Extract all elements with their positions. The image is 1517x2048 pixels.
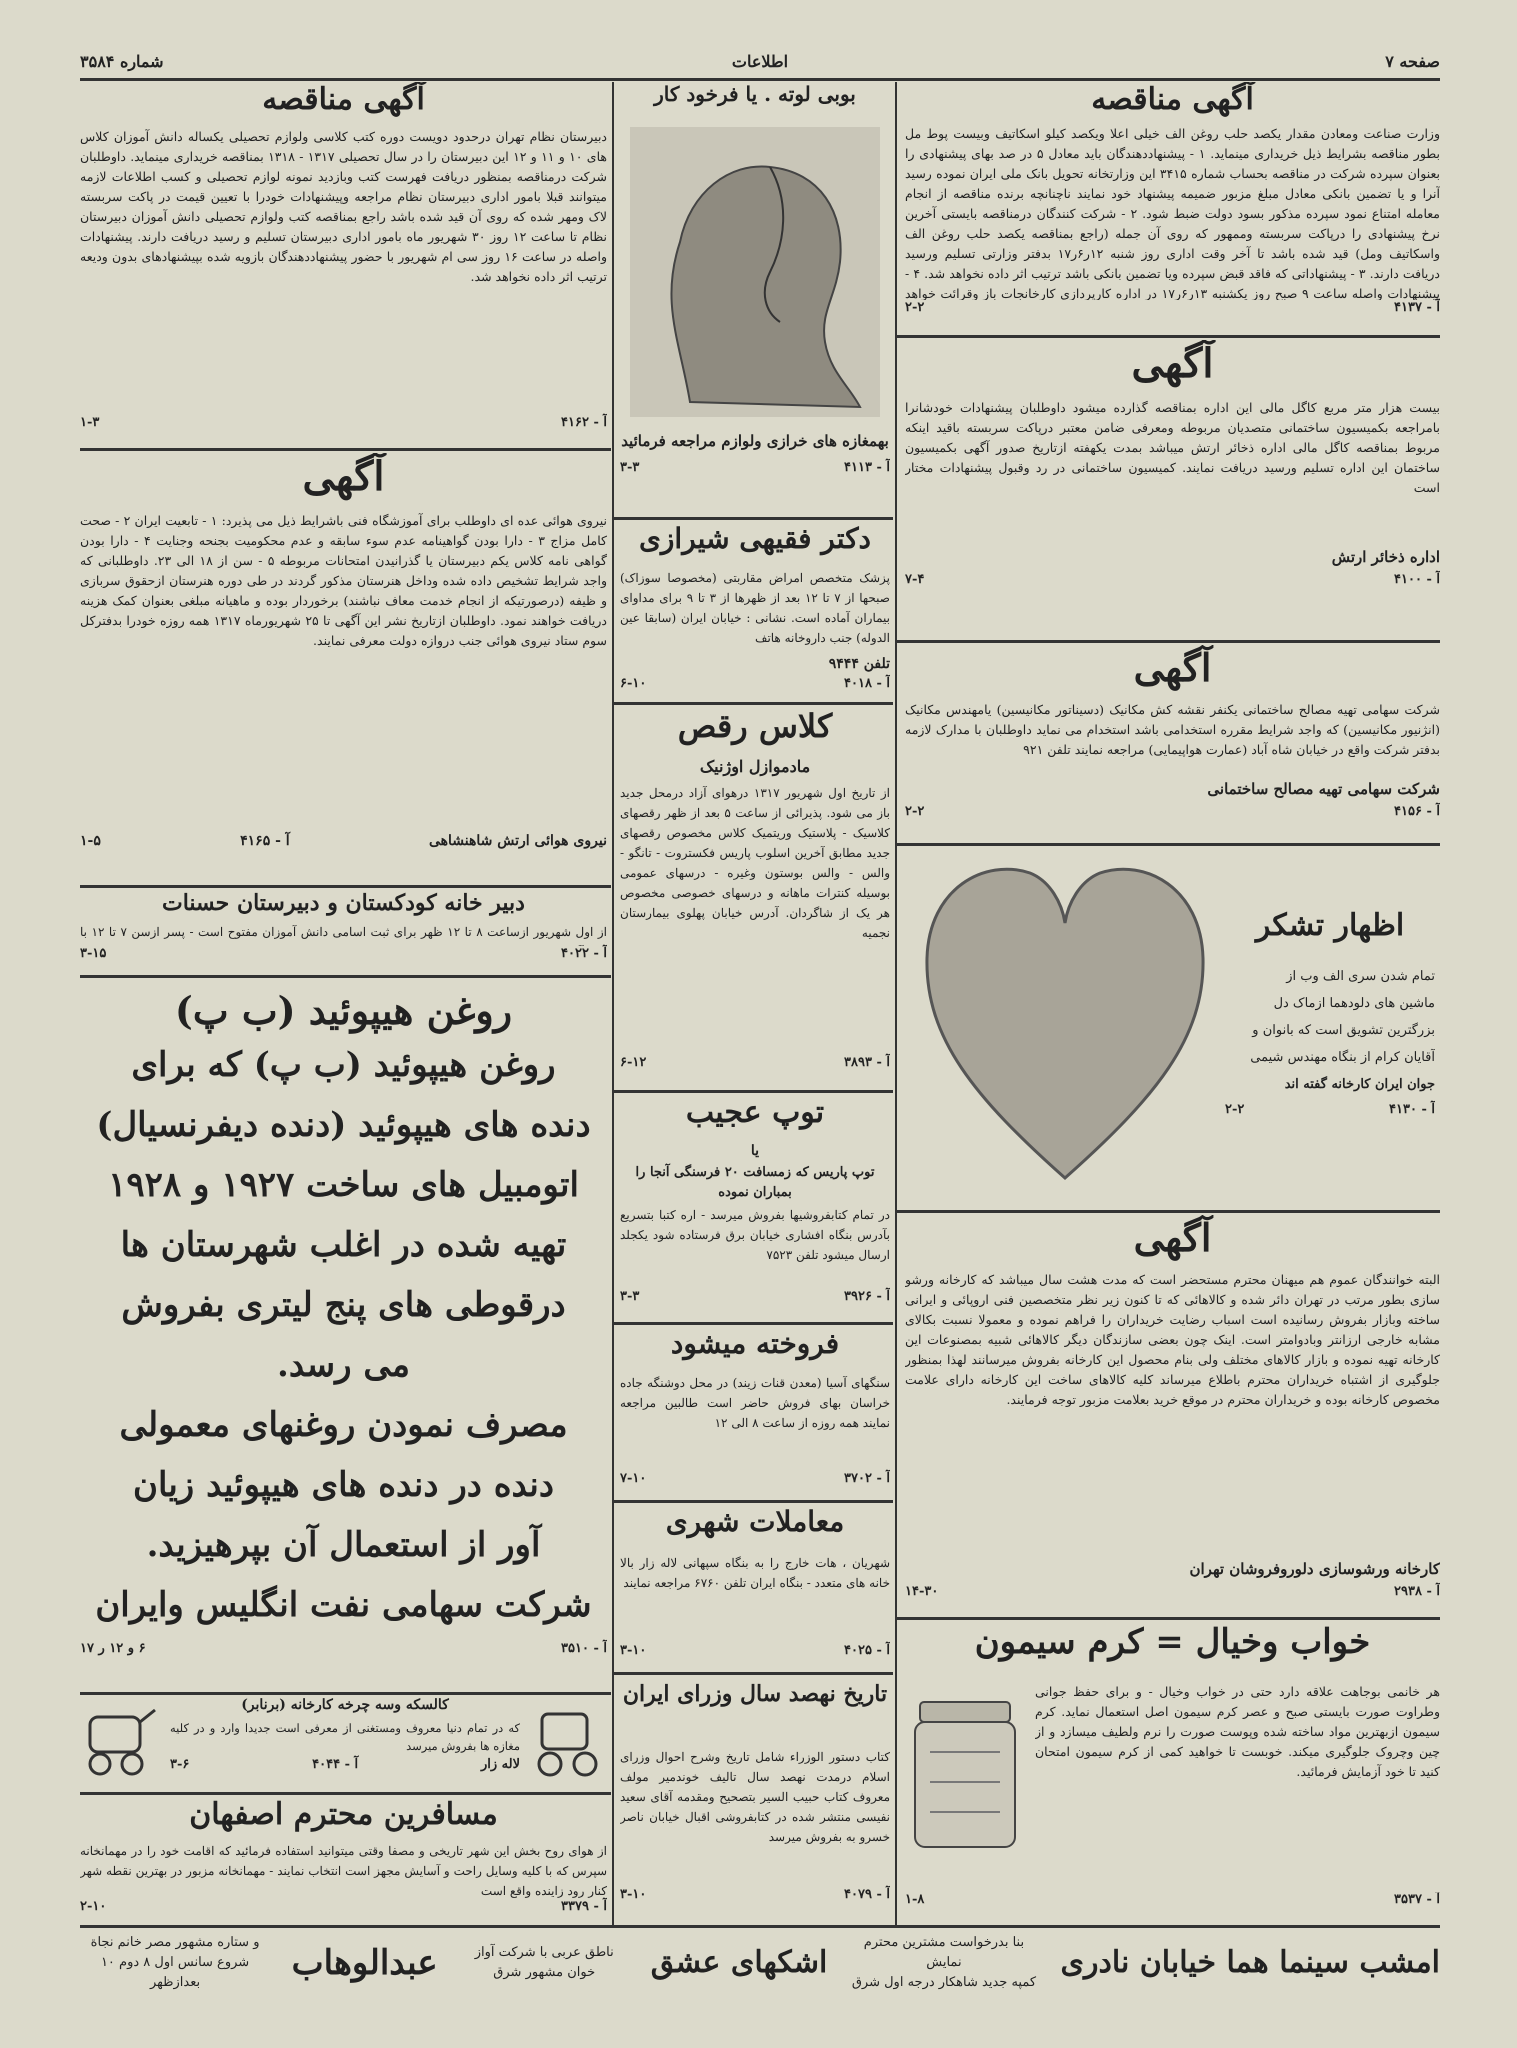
rule: [897, 335, 1440, 338]
show-info: [80, 1933, 270, 1993]
ad-code-row: [905, 572, 1440, 587]
ad-line: مصرف نمودن روغنهای معمولی: [119, 1405, 568, 1445]
ad-title: معاملات شهری: [665, 1505, 845, 1538]
tricycle-icon: [530, 1702, 607, 1782]
ad-subtitle: یا: [750, 1143, 760, 1159]
real-estate-ad: [620, 1505, 890, 1670]
heart-illustration: [915, 848, 1215, 1188]
ad-code: آ - ۴۱۵۶: [1394, 804, 1440, 819]
ad-date: ۶-۱۲: [620, 1055, 647, 1070]
cinema-name: امشب سینما هما خیابان نادری: [1060, 1945, 1440, 1980]
ad-code-row: [80, 1899, 607, 1914]
ad-title: مسافرین محترم اصفهان: [189, 1797, 498, 1832]
notice-army-stores: [905, 340, 1440, 640]
ad-date: ۱-۸: [905, 1892, 925, 1907]
ad-code-row: [620, 1289, 890, 1304]
ad-title: توپ عجیب: [685, 1095, 825, 1130]
ad-line: دنده در دنده های هیپوئید زیان: [133, 1465, 554, 1505]
ad-code: آ - ۴۱۰۰: [1394, 572, 1440, 587]
ad-code: آ - ۴۱۶۲: [561, 415, 607, 430]
ad-caption: بهمغازه های خرازی ولوازم مراجعه فرمائید: [621, 432, 889, 450]
ad-title: تاریخ نهصد سال وزرای ایران: [622, 1681, 888, 1707]
ad-code-row: [905, 1892, 1440, 1907]
ad-code: آ - ۴۰۱۸: [844, 676, 890, 691]
hypoid-oil-ad: [80, 980, 607, 1690]
ad-date: ۳-۱۰: [620, 1887, 647, 1902]
for-sale-ad: [620, 1327, 890, 1497]
ad-date: ۲-۲: [905, 804, 925, 819]
rule: [897, 843, 1440, 846]
isfahan-hotel-ad: [80, 1797, 607, 1922]
ad-code: آ - ۴۱۳۷: [1394, 300, 1440, 315]
ad-date: ۳-۱۵: [80, 946, 107, 961]
ad-date: ۱-۳: [80, 415, 100, 430]
ad-title: دکتر فقیهی شیرازی: [638, 522, 871, 555]
ad-title: فروخته میشود: [670, 1327, 840, 1360]
ad-code: آ - ۳۵۳۷: [1394, 1892, 1440, 1907]
ad-line: اتومبیل های ساخت ۱۹۲۷ و ۱۹۲۸: [108, 1165, 579, 1205]
stroller-icon: [80, 1702, 160, 1782]
ad-line: درقوطی های پنج لیتری بفروش: [121, 1285, 566, 1325]
cannon-book-ad: [620, 1095, 890, 1320]
dance-class-ad: [620, 707, 890, 1087]
jar-icon: [905, 1682, 1025, 1862]
ad-body: شرکت سهامی تهیه مصالح ساختمانی یکنفر نقشه کش مکانیک (دسیناتور مکانیسین) یامهندس مکانیک (انژنیور مکانیسین) که واجد شرایط مقرره استخدامی باشد استخدام می نماید داوطلبان با مدارک لازمه بدفتر شرکت واقع در خیابان شاه آباد (عمارت هواپیمایی) مراجعه نمایند تلفن ۹۲۱: [905, 702, 1440, 757]
ad-date: ۲-۲: [905, 300, 925, 315]
ad-body: پزشک متخصص امراض مقاربتی (مخصوصا سوزاک) صبحها از ۷ تا ۱۲ بعد از ظهرها از ۳ تا ۹ برای مداوای بیماران آماده است. نشانی : خیابان ایران (سابقا عین الدوله) جنب داروخانه هاتف: [620, 571, 890, 645]
rule: [80, 448, 611, 451]
ad-title: بوبی لوته . یا فرخود کار: [654, 82, 856, 106]
issue-number: شماره ۳۵۸۴: [80, 52, 164, 71]
ad-body: که در تمام دنیا معروف ومستغنی از معرفی است جدیدا وارد و در کلیه مغازه ها بفروش میرسد: [170, 1721, 520, 1753]
ad-title: کالسکه وسه چرخه کارخانه (برنابر): [241, 1697, 449, 1713]
cinema-note: بنا بدرخواست مشترین محترم نمایش: [863, 1934, 1025, 1970]
stroller-text: [170, 1697, 520, 1789]
ad-code-row: [80, 1641, 607, 1656]
ad-body: البته خوانندگان عموم هم میهنان محترم مستحضر است که مدت هشت سال میباشد که کارخانه ورشو سازی بطور مرتب در تهران دائر شده و کالاهائی که تا کنون زیر نظر متخصصین فنی اروپائی و ایرانی ساخته وبازار بفروش رسانیده است اسباب رضایت خریداران را فراهم نموده و معمولا نسبت بکالای مشابه خارجی ارزانتر وبادوامتر است. اینک چون بعضی سازندگان دیگر کالاهائی شبیه بمصنوعات این کارخانه تهیه نموده و بازار کالاهای مختلف ولی بنام محصول این کارخانه بفروش میرسانند لهذا بمنظور جلوگیری از اشتباه خریداران محترم باطلاع میرساند کلیه کالاهای ساخت این کارخانه دارای علامت مخصوص کارخانه بوده و خریداران محترم در موقع خرید بعلامت مزبور توجه فرمایند.: [905, 1272, 1440, 1407]
ad-code-row: [80, 946, 607, 961]
ad-body: شهریان ، هات خارج را به بنگاه سپهانی لاله زار بالا خانه های متعدد - بنگاه ایران تلفن ۶۷۶۰ مراجعه نمایند: [620, 1556, 890, 1590]
ad-code: آ - ۴۰۷۹: [844, 1887, 890, 1902]
rule: [614, 517, 893, 520]
ad-organization: اداره ذخائر ارتش: [1331, 548, 1440, 566]
film-subtitle: کمپه جدید شاهکار درجه اول شرق: [851, 1974, 1037, 1990]
ad-organization: نیروی هوائی ارتش شاهنشاهی: [428, 833, 607, 849]
ad-code: آ - ۲۹۳۸: [1394, 1584, 1440, 1599]
ad-code: آ - ۳۳۷۹: [561, 1899, 607, 1914]
ad-code-row: [80, 833, 607, 857]
ad-date: ۷-۱۰: [620, 1471, 647, 1486]
ad-code: آ - ۴۰۲۵: [844, 1643, 890, 1658]
cream-jar-illustration: [905, 1682, 1025, 1862]
singer-name: عبدالوهاب: [291, 1942, 438, 1983]
ad-body: بیست هزار متر مربع کاگل مالی این اداره بمناقصه گذارده میشود داوطلبان پیشنهادات خودشانرا بامراجعه بکمیسیون ساختمانی متصدیان مربوطه ومعرفی ضامن معتبر درپاکت سربسته باقید اینکه مربوط بمناقصه کاگل مالی اداره ذخائر ارتش میباشد بمدت یکهفته ازتاریخ صدور آگهی بکمیسیون ساختمان این اداره تسلیم ورسید دریافت نمایند. کمیسیون ساختمانی در رد وقبول پیشنهادات مختار است: [905, 400, 1440, 495]
simon-cream-ad: [905, 1622, 1440, 1922]
ad-organization: شرکت سهامی تهیه مصالح ساختمانی: [1207, 780, 1440, 798]
thanks-text: [1225, 908, 1435, 1168]
tender-ad-ministry: [905, 82, 1440, 332]
lute-ad: [620, 82, 890, 517]
column-rule-left: [612, 82, 614, 1927]
ad-body: هر خانمی بوجاهت علاقه دارد حتی در خواب وخیال - و برای حفظ جوانی وطراوت صورت بایستی صبح و عصر کرم سیمون اصل استعمال نماید. کرم سیمون ازبهترین مواد ساخته شده وپوست صورت را نرم ولطیف میسازد و از چین وچروک جلوگیری میکند. خوبست تا خواهید کمی از کرم سیمون امتحان کنید تا خود آزمایش فرمائید.: [1035, 1684, 1440, 1779]
rule: [614, 1090, 893, 1093]
ad-code: آ - ۴۱۳۰: [1389, 1102, 1435, 1117]
ad-body: نیروی هوائی عده ای داوطلب برای آموزشگاه فنی باشرایط ذیل می پذیرد: ۱ - تابعیت ایران ۲ - صحت کامل مزاج ۳ - دارا بودن گواهینامه عدم سوء سابقه و عدم محکومیت بجنحه وجنایت ۴ - دارا بودن گواهی نامه کلاس یکم دبیرستان یا گذرانیدن امتحانات مربوطه ۵ - سن از ۱۸ الی ۲۳. داوطلبانی که واجد شرایط تشخیص داده شده وداخل هنرستان مذکور گردند در طی دوره هنرستان ازحقوق سربازی و ظیفه (درصورتیکه از انجام خدمت معاف نباشند) برخوردار بوده و ماهیانه مبلغی بعنوان کمک هزینه دریافت خواهند نمود. داوطلبان ازتاریخ نشر این آگهی تا ۲۵ شهریورماه ۱۳۱۷ همه روزه خودرا بدفترکل سوم ستاد نیروی هوائی جنب دروازه دولت معرفی نمایند.: [80, 513, 607, 648]
ad-code-row: [905, 804, 1440, 819]
ad-line: آور از استعمال آن بپرهیزید.: [146, 1525, 541, 1565]
show-times: شروع سانس اول ۸ دوم ۱۰ بعدازظهر: [100, 1954, 250, 1990]
ad-date: ۳-۶: [170, 1757, 190, 1772]
ad-title: اظهار تشکر: [1255, 908, 1405, 943]
notice-silverware-factory: [905, 1215, 1440, 1615]
rule: [80, 975, 611, 978]
woman-portrait-illustration: [620, 122, 890, 422]
thanks-line: تمام شدن سری الف وب از: [1286, 969, 1435, 984]
ad-code-row: [620, 1887, 890, 1902]
rule: [614, 1322, 893, 1325]
column-rule-right: [895, 82, 897, 1927]
thanks-line: بزرگترین تشویق است که بانوان و: [1252, 1023, 1435, 1038]
rule: [897, 1617, 1440, 1620]
ad-title: آگهی: [302, 453, 385, 500]
ad-code: آ - ۳۸۹۳: [844, 1055, 890, 1070]
rule: [897, 640, 1440, 643]
ad-title: آگهی مناقصه: [1091, 82, 1254, 117]
ad-title: دبیر خانه کودکستان و دبیرستان حسنات: [162, 890, 525, 916]
ad-code-row: [620, 1055, 890, 1070]
rule: [80, 1792, 611, 1795]
thanks-line: آقایان کرام از بنگاه مهندس شیمی: [1250, 1050, 1435, 1065]
ad-date: ۶ و ۱۲ ر ۱۷: [80, 1641, 146, 1656]
footer-rule: [80, 1925, 1440, 1928]
ad-code-row: [620, 460, 890, 475]
ad-shop: لاله زار: [480, 1757, 520, 1772]
ad-line: می رسد.: [277, 1345, 410, 1385]
notice-air-force: [80, 453, 607, 883]
ad-title: آگهی مناقصه: [262, 82, 425, 117]
ad-code: آ - ۴۱۱۳: [844, 460, 890, 475]
ad-date: ۳-۳: [620, 460, 640, 475]
rule: [614, 1500, 893, 1503]
ad-date: ۲-۲: [1225, 1102, 1245, 1117]
ad-title: کلاس رقص: [677, 707, 833, 745]
school-ad: [80, 890, 607, 972]
doctor-ad: [620, 522, 890, 702]
notice-building-materials: [905, 645, 1440, 840]
ad-subtitle-2: توپ پاریس که زمسافت ۲۰ فرسنگی آنجا را بمباران نموده: [635, 1165, 875, 1200]
rule: [80, 885, 611, 888]
ad-code-row: [80, 415, 607, 430]
ad-code-row: [620, 676, 890, 691]
ad-company: شرکت سهامی نفت انگلیس وایران: [95, 1585, 592, 1625]
header-rule: [80, 78, 1440, 81]
ad-code: آ - ۴۰۲۲: [561, 946, 607, 961]
stroller-ad: [80, 1697, 607, 1789]
ad-code-row: [620, 1643, 890, 1658]
rule: [614, 1672, 893, 1675]
ad-body: از اول شهریور ازساعت ۸ تا ۱۲ ظهر برای ثبت اسامی دانش آموزان مفتوح است - پسر ازسن ۷ تا ۱۲ با: [80, 925, 607, 939]
ad-code: آ - ۳۵۱۰: [561, 1641, 607, 1656]
thanks-line: ماشین های دلودهما ازماک دل: [1273, 996, 1435, 1011]
singer-desc: ناطق عربی با شرکت آواز خوان مشهور شرق: [474, 1944, 614, 1980]
ad-body: وزارت صناعت ومعادن مقدار یکصد حلب روغن الف خیلی اعلا ویکصد کیلو اسکاتیف وبیست پوط مل بطور مناقصه بشرایط ذیل خریداری مینماید. ۱ - پیشنهاددهندگان باید معادل ۵ در صد بهای پیشنهادی را بعنوان سپرده شرکت در مناقصه بحساب شماره ۳۴۱۵ این وزارتخانه تحویل بانک ملی ایران نموده رسید آنرا و یا تضمین بانکی معادل مبلغ مزبور ضمیمه پیشنهاد خود نمایند ناچنانچه برنده مناقصه از انجام معامله امتناع نمود سپرده مذکور بسود دولت ضبط شود. ۲ - شرکت کنندگان درمناقصه بایستی آخرین نرخ پیشنهادی را درپاکت سربسته وممهور که روی آن جمله (راجع بمناقصه یکصد حلب روغن الف واسکاتیف ومل) قید شده باشد تا آخر وقت اداری روز شنبه ۱۲ر۶ر۱۷ بدفتر وزارتی تسلیم ورسید دریافت دارند. ۳ - پیشنهاداتی که فاقد قبض سپرده ویا تضمین بانکی باشد ترتیب اثر داده نخواهد شد. ۴ - پیشنهادات واصله ساعت ۹ صبح روز یکشنبه ۱۳ر۶ر۱۷ در اداره کارپردازی کارخانجات باز وقرائت خواهد: [905, 126, 1440, 300]
ad-body: از هوای روح بخش این شهر تاریخی و مصفا وقتی میتوانید استفاده فرمائید که اقامت خود را در مهمانخانه سپرس که با کلیه وسایل راحت و آسایش مجهز است انتخاب نمایند - مهمانخانه مزبور در بهترین نقطه شهر کنار رود زاینده واقع است: [80, 1844, 607, 1898]
ad-code-row: [620, 1471, 890, 1486]
ad-organization: کارخانه ورشوسازی دلوروفروشان تهران: [1189, 1560, 1440, 1578]
ad-date: ۶-۱۰: [620, 676, 647, 691]
ad-date: ۱۴-۳۰: [905, 1584, 939, 1599]
rule: [80, 1692, 611, 1695]
paper-name: اطلاعات: [731, 52, 789, 71]
ad-date: ۱-۵: [80, 833, 101, 849]
thanks-ad: [905, 848, 1440, 1208]
ad-date: ۳-۳: [620, 1289, 640, 1304]
ad-date: ۷-۴: [905, 572, 925, 587]
ad-body: سنگهای آسیا (معدن قنات زیند) در محل دوشنگه جاده خراسان بهای فروش حاضر است طالبین مراجعه نمایند همه روزه از ساعت ۸ الی ۱۲: [620, 1376, 890, 1430]
ad-code: آ - ۳۹۲۶: [844, 1289, 890, 1304]
film-title: اشکهای عشق: [650, 1945, 828, 1980]
thanks-line: جوان ایران کارخانه گفته اند: [1284, 1077, 1435, 1092]
ad-title: آگهی: [1131, 340, 1214, 387]
ad-code-row: [170, 1757, 520, 1772]
ad-code-row: [1225, 1102, 1435, 1117]
ad-code: آ - ۴۱۶۵: [240, 833, 290, 849]
ad-phone: تلفن ۹۴۴۴: [828, 656, 890, 672]
ad-code: آ - ۳۷۰۲: [844, 1471, 890, 1486]
page-number: صفحه ۷: [1385, 52, 1440, 71]
cinema-banner: [80, 1930, 1440, 1995]
ad-line: تهیه شده در اغلب شهرستان ها: [120, 1225, 567, 1265]
ad-body: در تمام کتابفروشیها بفروش میرسد - اره کتبا بتسریع بآدرس بنگاه افشاری خیابان برق فرستاده شود یکجلد ارسال میشود تلفن ۷۵۲۳: [620, 1208, 890, 1262]
ad-line: دنده های هیپوئید (دنده دیفرنسیال): [96, 1105, 591, 1145]
ad-title: آگهی: [1133, 645, 1212, 690]
cinema-note-block: [849, 1933, 1039, 1993]
tender-ad-military-school: [80, 82, 607, 447]
ad-title: آگهی: [1133, 1215, 1212, 1260]
ad-subtitle: مادموازل اوژنیک: [699, 757, 811, 776]
extra-star: و ستاره مشهور مصر خانم نجاة: [90, 1934, 260, 1950]
ad-date: ۲-۱۰: [80, 1899, 107, 1914]
history-book-ad: [620, 1677, 890, 1922]
ad-body: از تاریخ اول شهریور ۱۳۱۷ درهوای آزاد درمحل جدید باز می شود. پذیرائی از ساعت ۵ بعد از ظهر رقصهای کلاسیک - پلاستیک وریتمیک کلاس مخصوص رقصهای جدید مطابق آخرین اسلوب پاریس فکستروت - تانگو - والس - والس بوستون وغیره - درسهای عمومی بوسیله کنترات ماهانه و درسهای خصوصی مخصوص هر یک از شاگردان. آدرس خیابان پهلوی بیمارستان نجمیه: [620, 786, 890, 940]
rule: [897, 1210, 1440, 1213]
ad-code-row: [905, 300, 1440, 315]
ad-code-row: [905, 1584, 1440, 1599]
ad-title: روغن هیپوئید (ب پ): [174, 988, 513, 1033]
ad-code: آ - ۴۰۴۴: [312, 1757, 359, 1772]
ad-body: کتاب دستور الوزراء شامل تاریخ وشرح احوال وزرای اسلام درمدت نهصد سال تالیف خوندمیر مولف معروف کتاب حبیب السیر بتصحیح ومقدمه آقای سعید نفیسی منتشر شده در کتابفروشی اقبال خیابان ناصر خسرو به بفروش میرسد: [620, 1750, 890, 1844]
ad-date: ۳-۱۰: [620, 1643, 647, 1658]
ad-line: روغن هیپوئید (ب پ) که برای: [131, 1045, 556, 1085]
rule: [614, 702, 893, 705]
ad-title: خواب وخیال = کرم سیمون: [974, 1622, 1371, 1662]
ad-body: دبیرستان نظام تهران درحدود دویست دوره کتب کلاسی ولوازم تحصیلی یکساله دانش آموزان کلاس های ۱۰ و ۱۱ و ۱۲ این دبیرستان را در سال تحصیلی ۱۳۱۷ - ۱۳۱۸ بمناقصه خریداری مینماید. داوطلبان شرکت درمناقصه بمنظور دریافت فهرست کتب وبازدید نمونه لوازم تحصیلی و کسب اطلاعات لازمه میتوانند قبلا بامور اداری دبیرستان نظام مراجعه وپیشنهادات خودرا با تعیین قیمت در پاکت سربسته لاک ومهر شده که روی آن قید شده باشد راجع بمناقصه کتب ولوازم تحصیلی دانش آموزان دبیرستان نظام تا ساعت ۱۲ روز ۳۰ شهریور ماه بامور اداری دبیرستان تسلیم و رسید دریافت دارند. پیشنهادات واصله در ساعت ۱۶ روز سی ام شهریور با حضور پیشنهاددهندگان بازویه شده بپیشنهادهای بدون ودیعه ترتیب اثر داده نخواهد شد.: [80, 129, 607, 284]
